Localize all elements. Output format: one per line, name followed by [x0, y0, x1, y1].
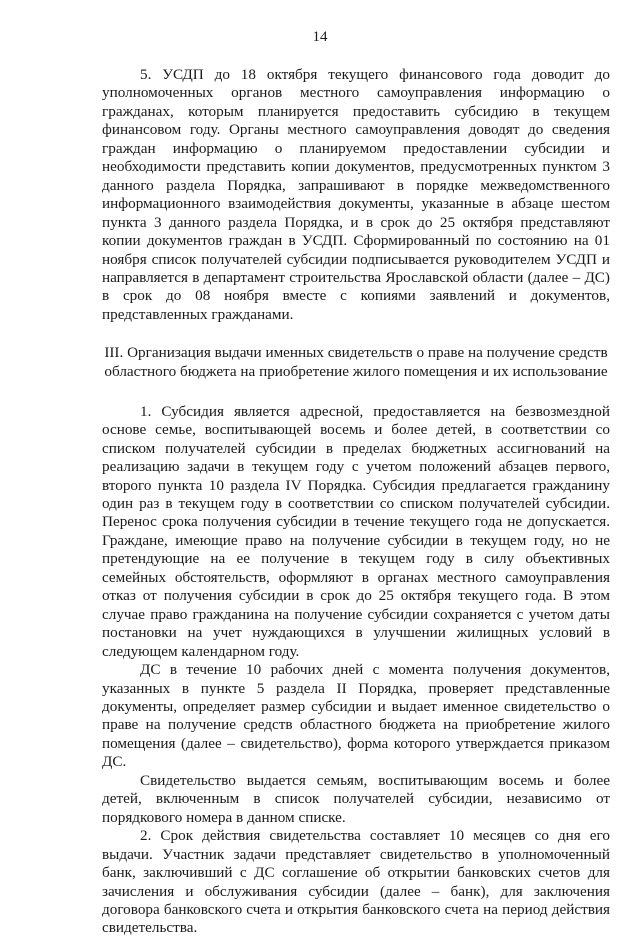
section-heading: III. Организация выдачи именных свидетельств о праве на получение средств областного бюджета на приобретение жилого помещения и их использование — [104, 344, 608, 380]
paragraph-ds-certificate: ДС в течение 10 рабочих дней с момента получения документов, указанных в пункте 5 раздела II Порядка, проверяет представленные документы, определяет размер субсидии и выдает именное свидетельство о праве на получение средств областного бюджета на приобретение жилого помещения (далее – свидетельство), форма которого утверждается приказом ДС. — [102, 661, 610, 771]
document-body — [102, 66, 610, 938]
paragraph-item-1: 1. Субсидия является адресной, предоставляется на безвозмездной основе семье, воспитывающей восемь и более детей, в соответствии со списком получателей субсидии в пределах бюджетных ассигнований на реализацию задачи в текущем году с учетом положений абзацев первого, второго пункта 10 раздела IV Порядка. Субсидия предлагается гражданину один раз в текущем году в соответствии со списком получателей субсидии. Перенос срока получения субсидии в течение текущего года не допускается. Граждане, имеющие право на получение субсидии в текущем году, но не претендующие на ее получение в текущем году в силу объективных семейных обстоятельств, оформляют в органах местного самоуправления отказ от получения субсидии в срок до 25 октября текущего года. В этом случае право гражданина на получение субсидии сохраняется с учетом даты постановки на учет нуждающихся в улучшении жилищных условий в следующем календарном году. — [102, 402, 610, 660]
paragraph-item-2: 2. Срок действия свидетельства составляет 10 месяцев со дня его выдачи. Участник задачи представляет свидетельство в уполномоченный банк, заключивший с ДС соглашение об открытии банковских счетов для зачисления и обслуживания субсидии (далее – банк), для заключения договора банковского счета и открытия банковского счета на период действия свидетельства. — [102, 827, 610, 937]
paragraph-item-5: 5. УСДП до 18 октября текущего финансового года доводит до уполномоченных органов местного самоуправления информацию о гражданах, которым планируется предоставить субсидию в текущем финансовом году. Органы местного самоуправления доводят до сведения граждан информацию о планируемом предоставлении субсидии и необходимости представить копии документов, предусмотренных пунктом 3 данного раздела Порядка, запрашивают в порядке межведомственного информационного взаимодействия документы, указанные в абзаце шестом пункта 3 данного раздела Порядка, и в срок до 25 октября представляют копии документов граждан в УСДП. Сформированный по состоянию на 01 ноября список получателей субсидии подписывается руководителем УСДП и направляется в департамент строительства Ярославской области (далее – ДС) в срок до 08 ноября вместе с копиями заявлений и документов, представленных гражданами. — [102, 66, 610, 323]
page-number: 14 — [312, 29, 328, 45]
paragraph-certificate-issue: Свидетельство выдается семьям, воспитывающим восемь и более детей, включенным в список получателей субсидии, независимо от порядкового номера в данном списке. — [102, 771, 610, 826]
